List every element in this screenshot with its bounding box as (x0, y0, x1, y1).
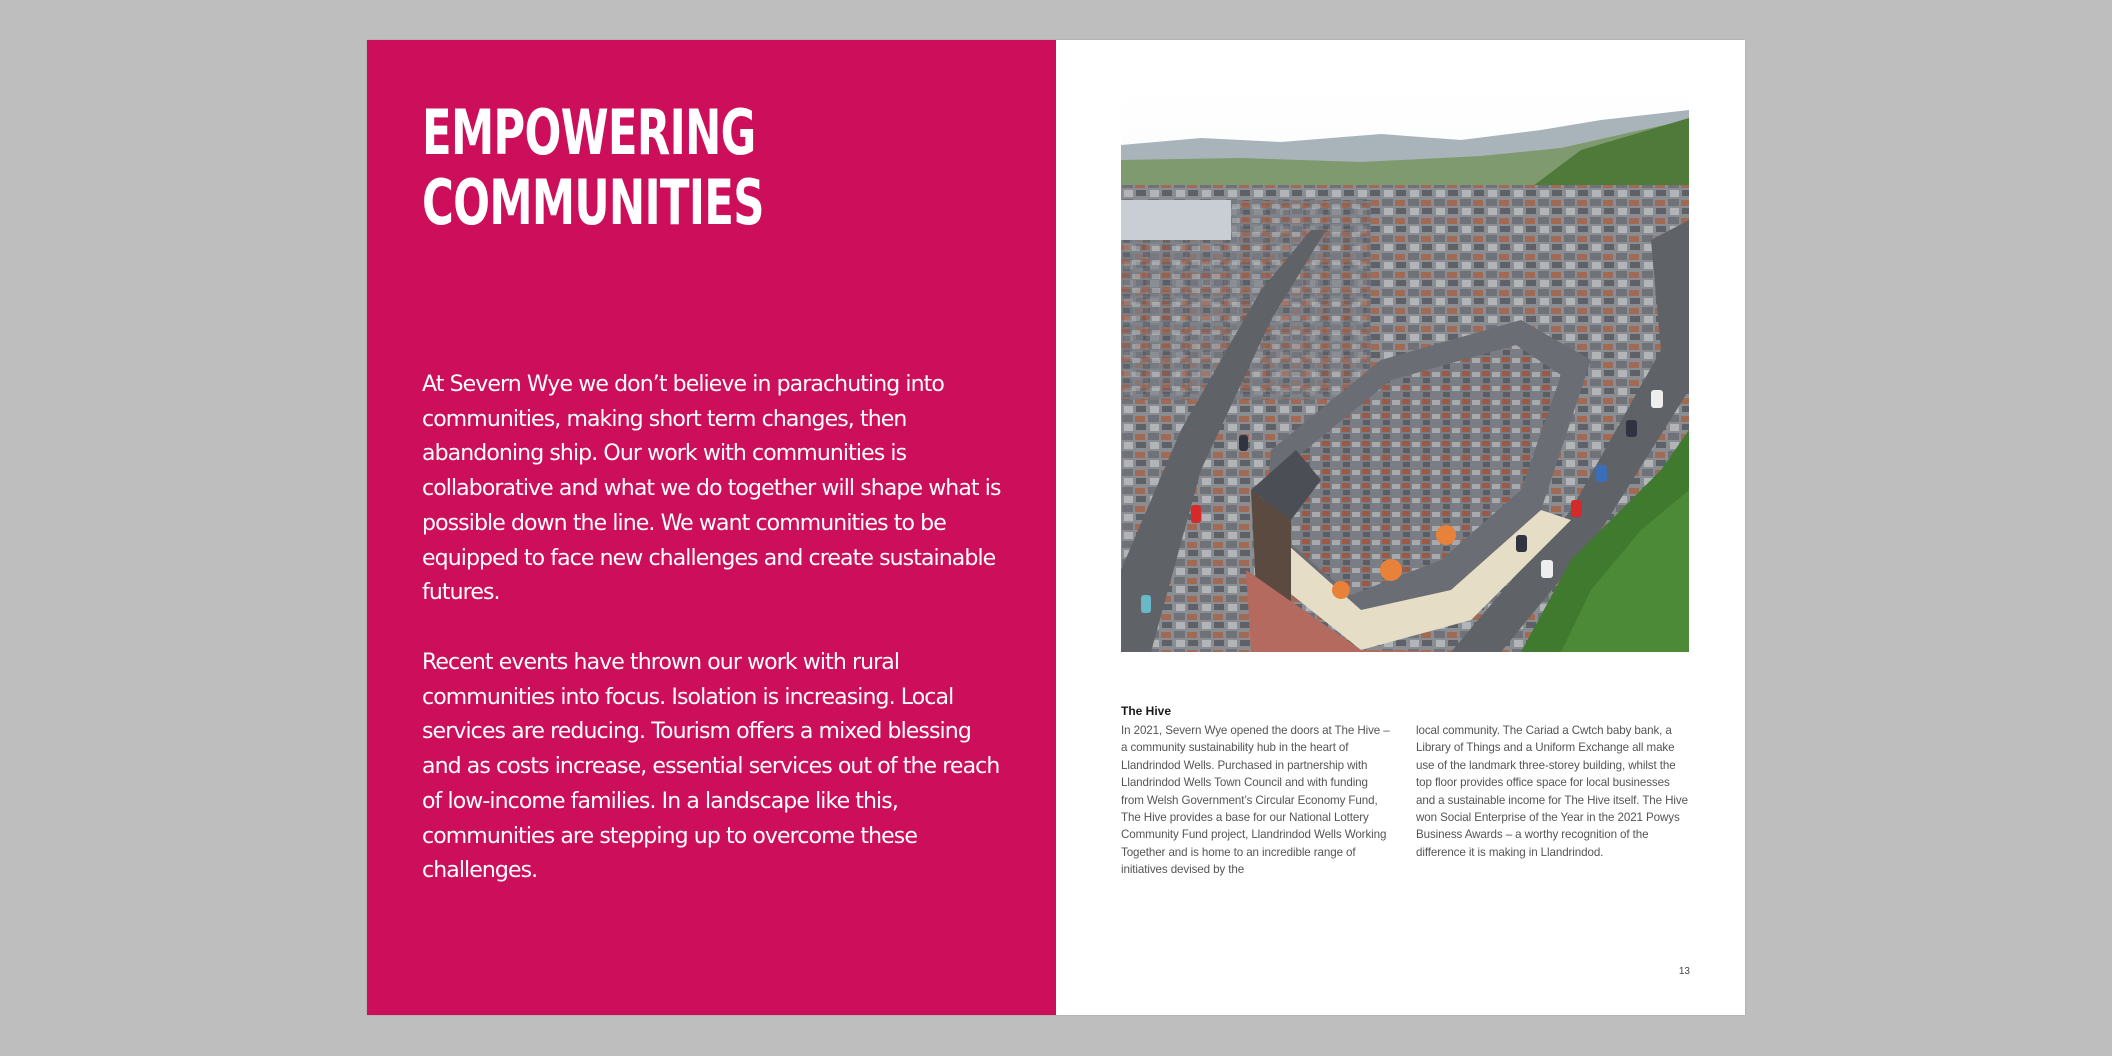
caption-column-2: local community. The Cariad a Cwtch baby bank, a Library of Things and a Uniform Exchange all make use of the landmark three-storey building, whilst the top floor provides office space for local businesses and a sustainable income for The Hive itself. The Hive won Social Enterprise of the Year in the 2021 Powys Business Awards – a worthy recognition of the difference it is making in Llandrindod. (1416, 724, 1688, 859)
caption-title: The Hive (1121, 704, 1172, 718)
caption-column-1: In 2021, Severn Wye opened the doors at The Hive – a community sustainability hub in the heart of Llandrindod Wells. Purchased in partnership with Llandrindod Wells Town Council and with funding from Welsh Government’s Circular Economy Fund, The Hive provides a base for our National Lottery Community Fund project, Llandrindod Wells Working Together and is home to an incredible range of initiatives devised by the (1121, 724, 1390, 877)
page-number: 13 (1678, 966, 1690, 977)
aerial-town-photo (1121, 90, 1689, 652)
left-page (367, 40, 1056, 1015)
title-line-2: COMMUNITIES (422, 166, 764, 239)
right-page (1056, 40, 1745, 1015)
title-line-1: EMPOWERING (422, 96, 756, 169)
page-title (422, 98, 764, 238)
brochure-spread (367, 40, 1745, 1015)
intro-paragraph-1: At Severn Wye we don’t believe in parachuting into communities, making short term changes, then abandoning ship. Our work with communities is collaborative and what we do together will shape what is possible down the line. We want communities to be equipped to face new challenges and create sustainable futures. (422, 372, 1001, 606)
intro-paragraph-2: Recent events have thrown our work with rural communities into focus. Isolation is increasing. Local services are reducing. Tourism offers a mixed blessing and as costs increase, essential services out of the reach of low-income families. In a landscape like this, communities are stepping up to overcome these challenges. (422, 650, 1000, 884)
